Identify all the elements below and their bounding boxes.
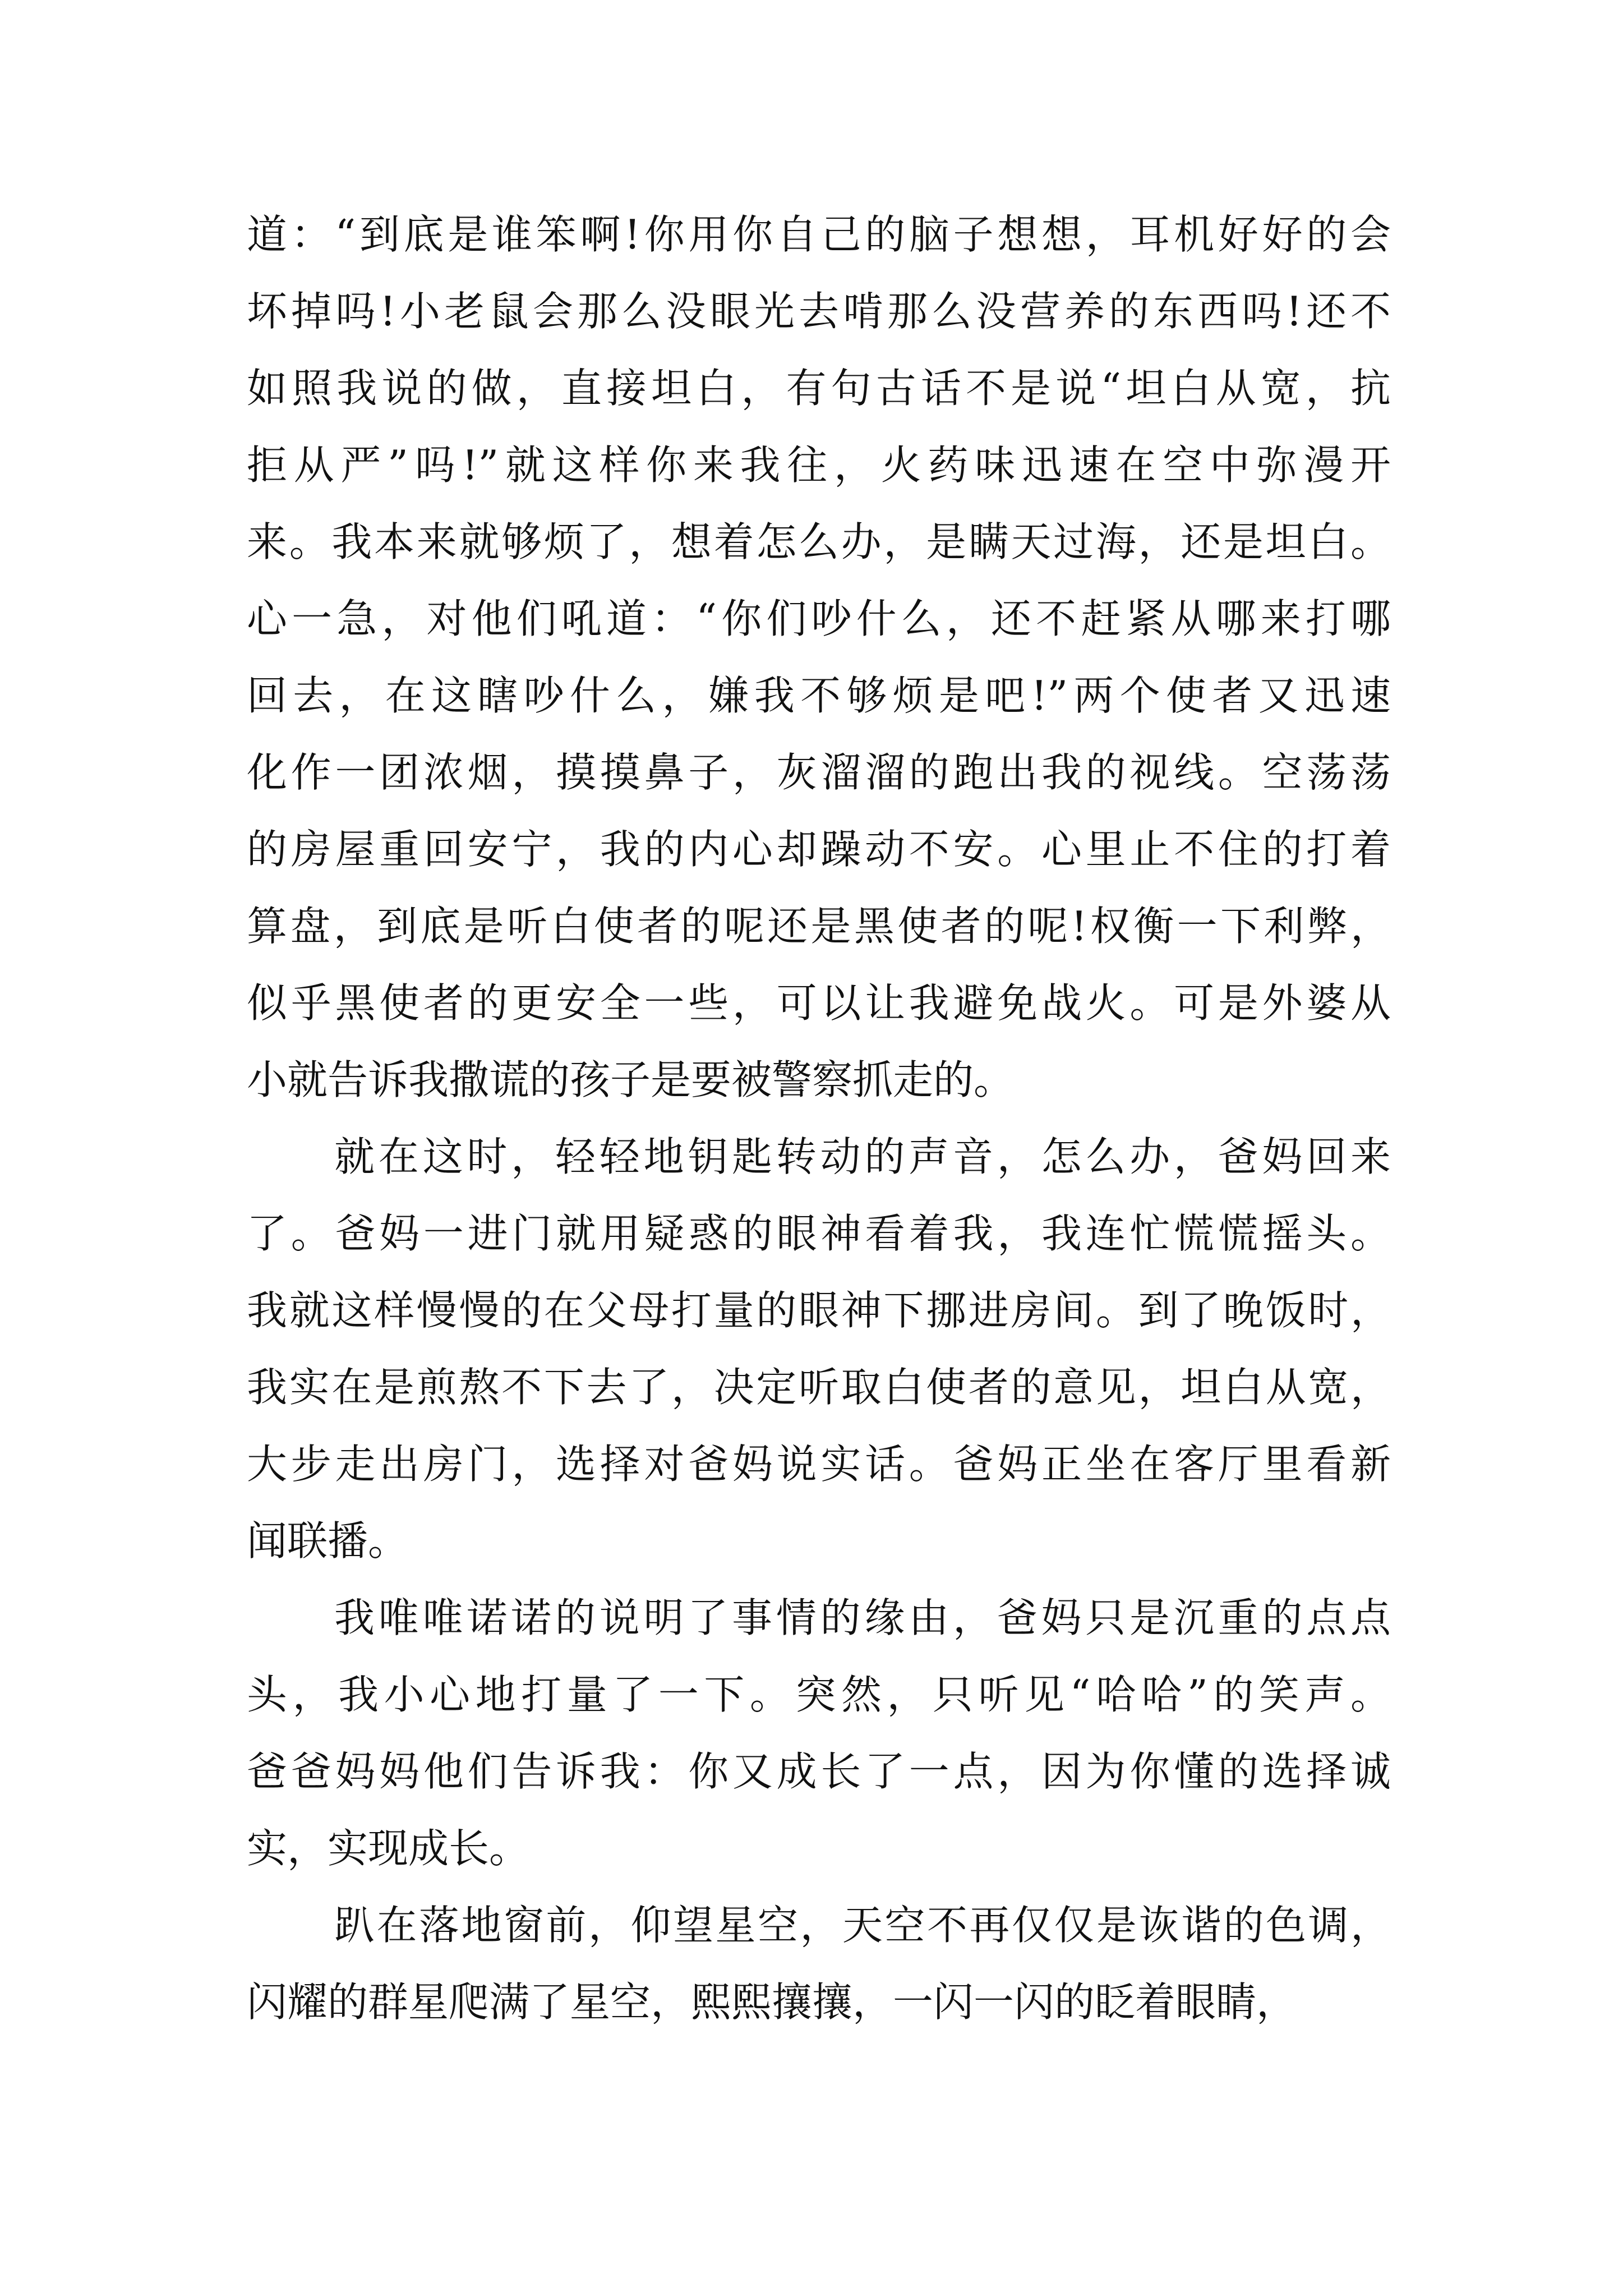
text-line: 我就这样慢慢的在父母打量的眼神下挪进房间。到了晚饭时，: [247, 1287, 1391, 1334]
paragraph: [247, 1580, 1391, 1887]
document-body: [247, 196, 1391, 2041]
text-line: 拒从严”吗!”就这样你来我往，火药味迅速在空中弥漫开: [247, 441, 1391, 489]
paragraph: [247, 1887, 1391, 2041]
paragraph: [247, 1119, 1391, 1580]
text-line: 闻联播。: [247, 1517, 409, 1565]
text-line: 就在这时，轻轻地钥匙转动的声音，怎么办，爸妈回来: [334, 1133, 1391, 1180]
text-line: 化作一团浓烟，摸摸鼻子，灰溜溜的跑出我的视线。空荡荡: [247, 749, 1391, 796]
text-line: 闪耀的群星爬满了星空，熙熙攘攘，一闪一闪的眨着眼睛，: [247, 1978, 1297, 2026]
text-line: 实，实现成长。: [247, 1825, 530, 1872]
text-line: 道：“到底是谁笨啊!你用你自己的脑子想想，耳机好好的会: [247, 211, 1391, 258]
paragraph: [247, 196, 1391, 1119]
text-line: 小就告诉我撒谎的孩子是要被警察抓走的。: [247, 1056, 1015, 1103]
text-line: 回去，在这瞎吵什么，嫌我不够烦是吧!”两个使者又迅速: [247, 672, 1391, 719]
text-line: 趴在落地窗前，仰望星空，天空不再仅仅是诙谐的色调，: [334, 1902, 1391, 1949]
text-line: 来。我本来就够烦了，想着怎么办，是瞒天过海，还是坦白。: [247, 518, 1391, 565]
text-line: 似乎黑使者的更安全一些，可以让我避免战火。可是外婆从: [247, 979, 1391, 1027]
text-line: 头，我小心地打量了一下。突然，只听见“哈哈”的笑声。: [247, 1671, 1391, 1718]
text-line: 的房屋重回安宁，我的内心却躁动不安。心里止不住的打着: [247, 826, 1391, 873]
text-line: 大步走出房门，选择对爸妈说实话。爸妈正坐在客厅里看新: [247, 1441, 1391, 1488]
text-line: 了。爸妈一进门就用疑惑的眼神看着我，我连忙慌慌摇头。: [247, 1210, 1391, 1257]
text-line: 坏掉吗!小老鼠会那么没眼光去啃那么没营养的东西吗!还不: [247, 288, 1391, 335]
text-line: 我唯唯诺诺的说明了事情的缘由，爸妈只是沉重的点点: [334, 1594, 1391, 1641]
text-line: 爸爸妈妈他们告诉我：你又成长了一点，因为你懂的选择诚: [247, 1748, 1391, 1795]
text-line: 我实在是煎熬不下去了，决定听取白使者的意见，坦白从宽，: [247, 1364, 1391, 1411]
text-line: 如照我说的做，直接坦白，有句古话不是说“坦白从宽，抗: [247, 365, 1391, 412]
text-line: 心一急，对他们吼道：“你们吵什么，还不赶紧从哪来打哪: [247, 595, 1391, 642]
text-line: 算盘，到底是听白使者的呢还是黑使者的呢!权衡一下利弊，: [247, 903, 1391, 950]
